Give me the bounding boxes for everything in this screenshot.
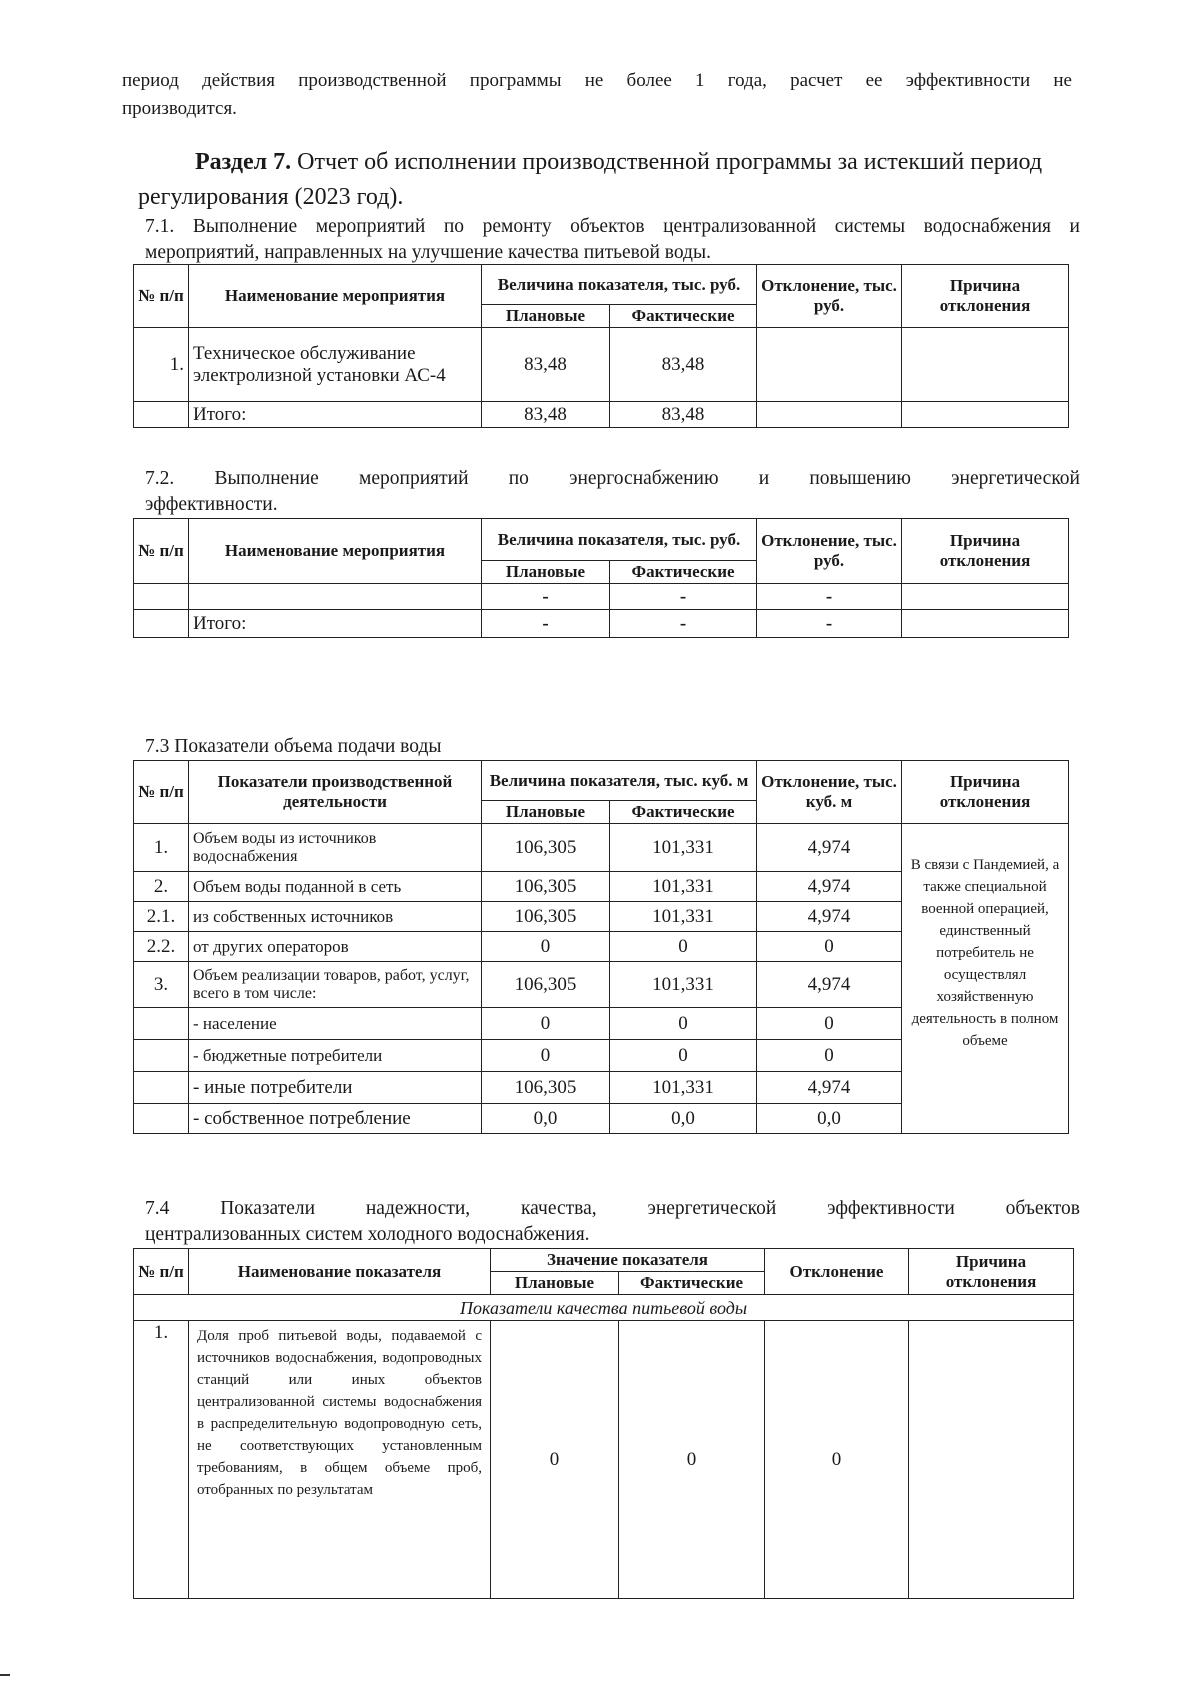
s73-row-plan: 106,305 [482,902,610,932]
s74-heading-line-2: централизованных систем холодного водоснабжения. [145,1224,590,1245]
s71-h-reason: Причина отклонения [902,265,1069,328]
s73-row-num [134,1072,189,1104]
s71-total-name: Итого: [189,402,482,428]
s71-total-plan: 83,48 [482,402,610,428]
s74-section-row [134,1295,1074,1321]
s72-heading-line-2: эффективности. [145,494,278,515]
s73-h-num: № п/п [134,761,189,824]
s73-row-fact: 0 [610,1008,757,1040]
s73-h-value: Величина показателя, тыс. куб. м [482,761,757,801]
s73-row-dev: 4,974 [757,962,902,1008]
s73-row-name: Объем воды поданной в сеть [189,872,482,902]
s74-h-fact: Фактические [619,1272,765,1295]
s74-section-label: Показатели качества питьевой воды [134,1295,1074,1321]
s73-row-dev: 4,974 [757,872,902,902]
s73-row-plan: 106,305 [482,824,610,872]
s73-row-fact: 101,331 [610,902,757,932]
s73-row-num: 3. [134,962,189,1008]
s74-h-reason: Причина отклонения [909,1249,1074,1295]
s71-row-dev [757,328,902,402]
table-row [134,824,1069,872]
s72-row-num [134,584,189,610]
page-edge-mark [0,1674,10,1676]
s73-row-name: из собственных источников [189,902,482,932]
s74-h-num: № п/п [134,1249,189,1295]
s74-h-name: Наименование показателя [189,1249,491,1295]
s72-total-num [134,610,189,638]
s73-row-num: 2.2. [134,932,189,962]
table-row [134,610,1069,638]
table-row [134,584,1069,610]
s73-row-num: 2.1. [134,902,189,932]
s73-row-dev: 4,974 [757,1072,902,1104]
s74-table [133,1248,1074,1599]
section-7-label: Раздел 7. [195,149,292,175]
s72-total-fact: - [610,610,757,638]
s72-row-plan: - [482,584,610,610]
section-7-title-line-2: регулирования (2023 год). [138,184,404,210]
s71-row-reason [902,328,1069,402]
s73-row-fact: 101,331 [610,962,757,1008]
s71-row-name: Техническое обслуживание электролизной установки АС-4 [189,328,482,402]
s74-row-dev: 0 [765,1321,909,1599]
section-7-title-line-1 [195,145,1125,179]
s74-heading-line-1: 7.4 Показатели надежности, качества, энергетической эффективности объектов [145,1198,1080,1219]
s71-heading-line-2: мероприятий, направленных на улучшение качества питьевой воды. [145,242,711,263]
s73-row-name: - собственное потребление [189,1104,482,1134]
s73-row-plan: 106,305 [482,872,610,902]
s72-row-dev: - [757,584,902,610]
s71-total-num [134,402,189,428]
s73-row-fact: 101,331 [610,872,757,902]
s73-row-name: - бюджетные потребители [189,1040,482,1072]
section-7-title-text: Отчет об исполнении производственной программы за истекший период [297,149,1043,175]
s73-row-fact: 101,331 [610,824,757,872]
s73-h-fact: Фактические [610,801,757,824]
s71-h-name: Наименование мероприятия [189,265,482,328]
s73-row-fact: 101,331 [610,1072,757,1104]
intro-line-1: период действия производственной программы не более 1 года, расчет ее эффективности не [122,70,1072,91]
s73-row-num [134,1008,189,1040]
s73-row-name: - иные потребители [189,1072,482,1104]
s71-total-dev [757,402,902,428]
s73-row-name: от других операторов [189,932,482,962]
s73-row-dev: 0,0 [757,1104,902,1134]
s71-h-plan: Плановые [482,305,610,328]
s72-h-plan: Плановые [482,561,610,584]
s71-table [133,264,1069,428]
s73-reason: В связи с Пандемией, а также специальной военной операцией, единственный потребитель не осуществлял хозяйственную деятельность в полном объеме [902,824,1069,1134]
s73-row-num: 2. [134,872,189,902]
s72-total-reason [902,610,1069,638]
s73-table [133,760,1069,1134]
s73-h-dev: Отклонение, тыс. куб. м [757,761,902,824]
s72-row-name [189,584,482,610]
s72-total-plan: - [482,610,610,638]
intro-line-2: производится. [122,98,237,119]
s72-h-value: Величина показателя, тыс. руб. [482,519,757,561]
s71-total-fact: 83,48 [610,402,757,428]
s73-row-fact: 0,0 [610,1104,757,1134]
s73-row-dev: 0 [757,1040,902,1072]
s73-row-num: 1. [134,824,189,872]
s73-row-dev: 0 [757,1008,902,1040]
s72-total-dev: - [757,610,902,638]
s71-h-value: Величина показателя, тыс. руб. [482,265,757,305]
s73-row-plan: 106,305 [482,1072,610,1104]
s74-row-plan: 0 [491,1321,619,1599]
s73-row-num [134,1040,189,1072]
s73-row-plan: 0,0 [482,1104,610,1134]
s73-row-name: - население [189,1008,482,1040]
s73-row-dev: 4,974 [757,824,902,872]
s71-heading-line-1: 7.1. Выполнение мероприятий по ремонту объектов централизованной системы водоснабжения и [145,216,1080,237]
s73-row-name: Объем реализации товаров, работ, услуг, всего в том числе: [189,962,482,1008]
s74-h-value: Значение показателя [491,1249,765,1272]
s71-row-num: 1. [134,328,189,402]
s74-row-fact: 0 [619,1321,765,1599]
s74-h-dev: Отклонение [765,1249,909,1295]
s73-row-fact: 0 [610,932,757,962]
s73-row-dev: 0 [757,932,902,962]
table-row [134,328,1069,402]
s71-h-dev: Отклонение, тыс. руб. [757,265,902,328]
s72-heading-line-1: 7.2. Выполнение мероприятий по энергоснабжению и повышению энергетической [145,468,1080,489]
s71-row-fact: 83,48 [610,328,757,402]
s73-row-plan: 106,305 [482,962,610,1008]
s74-row-name: Доля проб питьевой воды, подаваемой с источников водоснабжения, водопроводных станций или иных объектов централизованной системы водоснабжения в распределительную водопроводную сеть, не соответствующих установленным требованиям, в общем объеме проб, отобранных по результатам [189,1321,491,1599]
s73-row-plan: 0 [482,1040,610,1072]
s74-row-num: 1. [134,1321,189,1599]
s72-h-name: Наименование мероприятия [189,519,482,584]
s72-table [133,518,1069,638]
s72-h-num: № п/п [134,519,189,584]
table-row [134,402,1069,428]
s73-row-plan: 0 [482,1008,610,1040]
s73-row-name: Объем воды из источников водоснабжения [189,824,482,872]
s73-row-num [134,1104,189,1134]
s71-h-fact: Фактические [610,305,757,328]
s72-h-fact: Фактические [610,561,757,584]
s73-h-reason: Причина отклонения [902,761,1069,824]
s74-row-reason [909,1321,1074,1599]
table-row [134,1321,1074,1599]
s72-total-name: Итого: [189,610,482,638]
s73-h-plan: Плановые [482,801,610,824]
s71-total-reason [902,402,1069,428]
s73-row-dev: 4,974 [757,902,902,932]
s72-row-reason [902,584,1069,610]
s72-h-reason: Причина отклонения [902,519,1069,584]
s73-h-name: Показатели производственной деятельности [189,761,482,824]
s72-row-fact: - [610,584,757,610]
s73-row-fact: 0 [610,1040,757,1072]
s71-row-plan: 83,48 [482,328,610,402]
s72-h-dev: Отклонение, тыс. руб. [757,519,902,584]
s74-h-plan: Плановые [491,1272,619,1295]
s71-h-num: № п/п [134,265,189,328]
s73-row-plan: 0 [482,932,610,962]
s73-heading: 7.3 Показатели объема подачи воды [145,736,442,757]
